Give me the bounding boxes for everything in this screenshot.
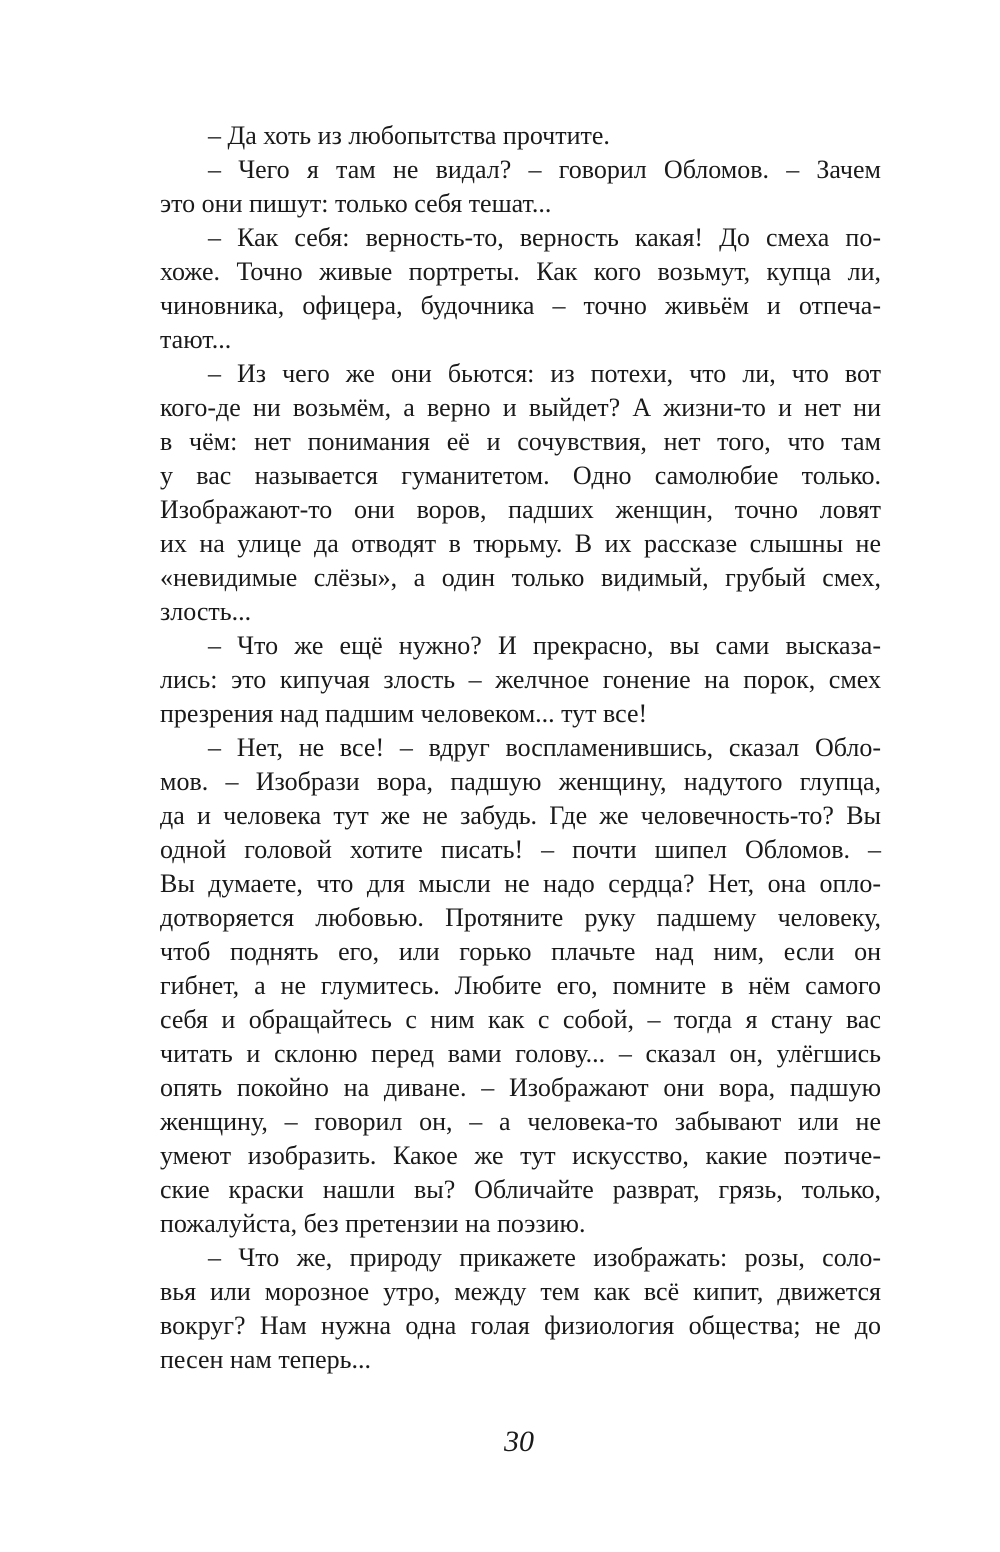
- paragraph: [160, 1241, 881, 1377]
- page-number: 30: [504, 1425, 534, 1458]
- text-line: – Как себя: верность-то, верность какая! До смеха по-: [208, 223, 881, 252]
- text-line: гибнет, а не глумитесь. Любите его, помните в нём самого: [160, 971, 881, 1000]
- text-line: читать и склоню перед вами голову... – сказал он, улёгшись: [160, 1039, 881, 1068]
- paragraph: [160, 731, 881, 1241]
- paragraph: [160, 119, 881, 153]
- text-line: женщину, – говорил он, – а человека-то забывают или не: [160, 1107, 881, 1136]
- text-line: вья или морозное утро, между тем как всё кипит, движется: [160, 1277, 881, 1306]
- text-line: Вы думаете, что для мысли не надо сердца? Нет, она опло-: [160, 869, 881, 898]
- paragraph: [160, 629, 881, 731]
- text-line: – Что же ещё нужно? И прекрасно, вы сами высказа-: [208, 631, 881, 660]
- text-line: да и человека тут же не забудь. Где же человечность-то? Вы: [160, 801, 881, 830]
- text-line: дотворяется любовью. Протяните руку падшему человеку,: [160, 903, 881, 932]
- text-line: тают...: [160, 325, 232, 354]
- text-line: кого-де ни возьмём, а верно и выйдет? А жизни-то и нет ни: [160, 393, 881, 422]
- text-line: себя и обращайтесь с ним как с собой, – тогда я стану вас: [160, 1005, 881, 1034]
- text-line: вокруг? Нам нужна одна голая физиология общества; не до: [160, 1311, 881, 1340]
- text-line: злость...: [160, 597, 252, 626]
- text-line: одной головой хотите писать! – почти шипел Обломов. –: [160, 835, 881, 864]
- text-line: ские краски нашли вы? Обличайте разврат, грязь, только,: [160, 1175, 881, 1204]
- body-text: [160, 119, 881, 1377]
- text-line: – Чего я там не видал? – говорил Обломов. – Зачем: [208, 155, 881, 184]
- text-line: чтоб поднять его, или горько плачьте над ним, если он: [160, 937, 881, 966]
- paragraph: [160, 221, 881, 357]
- text-line: – Что же, природу прикажете изображать: розы, соло-: [208, 1243, 881, 1272]
- text-line: умеют изобразить. Какое же тут искусство, какие поэтиче-: [160, 1141, 881, 1170]
- text-line: – Из чего же они бьются: из потехи, что ли, что вот: [208, 359, 881, 388]
- paragraph: [160, 153, 881, 221]
- text-line: пожалуйста, без претензии на поэзию.: [160, 1209, 586, 1238]
- text-line: в чём: нет понимания её и сочувствия, нет того, что там: [160, 427, 881, 456]
- text-line: презрения над падшим человеком... тут все!: [160, 699, 648, 728]
- text-line: «невидимые слёзы», а один только видимый, грубый смех,: [160, 563, 881, 592]
- text-line: лись: это кипучая злость – желчное гонение на порок, смех: [160, 665, 881, 694]
- text-line: Изображают-то они воров, падших женщин, точно ловят: [160, 495, 881, 524]
- text-line: у вас называется гуманитетом. Одно самолюбие только.: [160, 461, 881, 490]
- text-line: их на улице да отводят в тюрьму. В их рассказе слышны не: [160, 529, 881, 558]
- paragraph: [160, 357, 881, 629]
- text-line: это они пишут: только себя тешат...: [160, 189, 552, 218]
- text-line: – Нет, не все! – вдруг воспламенившись, сказал Обло-: [208, 733, 881, 762]
- text-line: чиновника, офицера, будочника – точно живьём и отпеча-: [160, 291, 881, 320]
- text-line: – Да хоть из любопытства прочтите.: [208, 121, 610, 150]
- text-line: хоже. Точно живые портреты. Как кого возьмут, купца ли,: [160, 257, 881, 286]
- text-line: мов. – Изобрази вора, падшую женщину, надутого глупца,: [160, 767, 881, 796]
- text-line: опять покойно на диване. – Изображают они вора, падшую: [160, 1073, 881, 1102]
- text-line: песен нам теперь...: [160, 1345, 372, 1374]
